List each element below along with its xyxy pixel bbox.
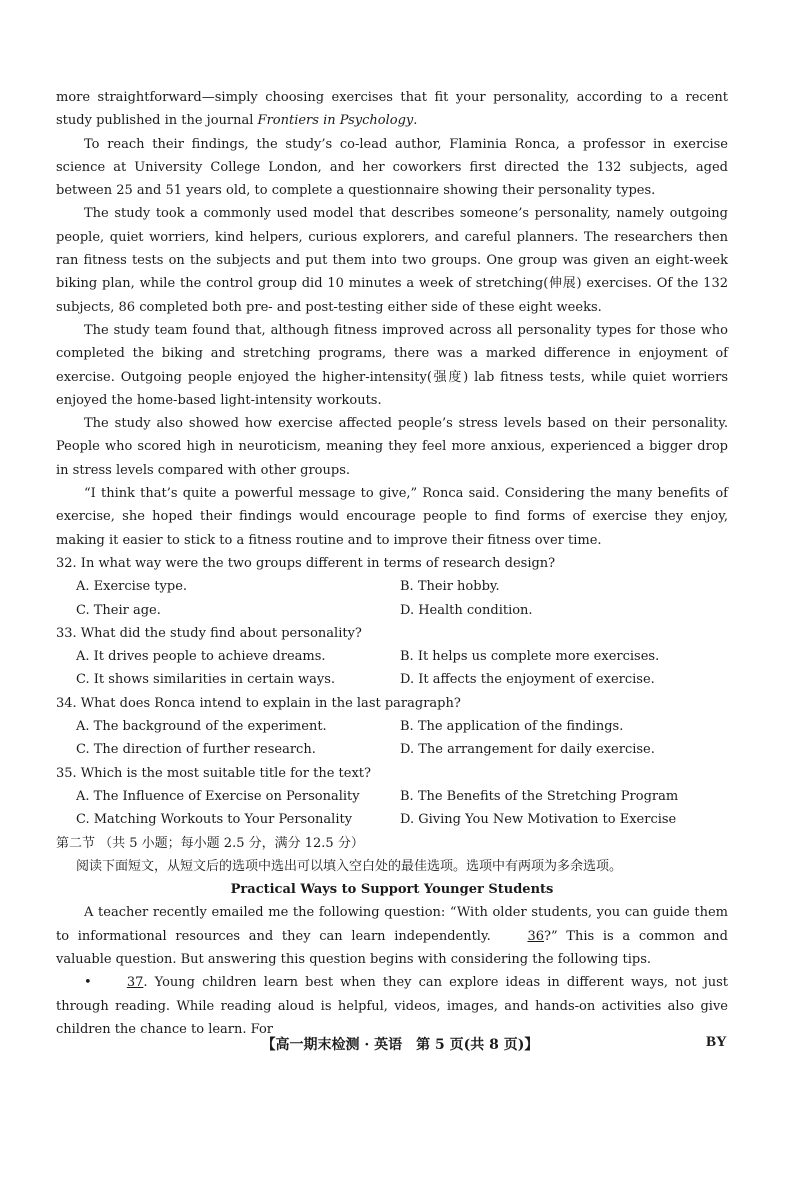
option[interactable]: B. The Benefits of the Stretching Program xyxy=(400,788,679,804)
option[interactable]: C. It shows similarities in certain ways. xyxy=(76,672,336,688)
option[interactable]: B. It helps us complete more exercises. xyxy=(400,649,660,665)
passage-paragraph: more straightforward—simply choosing exercises that fit your personality, according to a recent study published in the journal Frontiers in Psychology. xyxy=(56,90,728,129)
option[interactable]: A. The background of the experiment. xyxy=(76,719,327,735)
option[interactable]: A. Exercise type. xyxy=(76,579,188,595)
section-instruction: 阅读下面短文，从短文后的选项中选出可以填入空白处的最佳选项。选项中有两项为多余选项。 xyxy=(76,858,623,874)
option[interactable]: B. Their hobby. xyxy=(400,579,500,595)
question-34 xyxy=(56,692,728,762)
option[interactable]: C. The direction of further research. xyxy=(76,742,316,758)
article-title: Practical Ways to Support Younger Students xyxy=(230,882,554,898)
question-32 xyxy=(56,552,728,622)
footer-code: BY xyxy=(706,1034,727,1050)
passage-paragraph: The study team found that, although fitness improved across all personality types for those who completed the biking and stretching programs, there was a marked difference in enjoyment of exercise. Outgoing people enjoyed the higher-intensity(强度) lab fitness tests, while quiet worriers enjoyed the home-based light-intensity workouts. xyxy=(56,322,728,408)
option[interactable]: C. Their age. xyxy=(76,602,161,618)
article-paragraph: • 37. Young children learn best when they can explore ideas in different ways, not just through reading. While reading aloud is helpful, videos, images, and hands-on activities also give children the chance to learn. For xyxy=(56,971,728,1041)
option[interactable]: B. The application of the findings. xyxy=(400,719,624,735)
question-stem: 34. What does Ronca intend to explain in the last paragraph? xyxy=(56,695,461,711)
option[interactable]: D. Health condition. xyxy=(400,602,533,618)
option[interactable]: D. Giving You New Motivation to Exercise xyxy=(400,812,677,828)
question-stem: 35. Which is the most suitable title for the text? xyxy=(56,765,371,781)
blank-36[interactable]: 36 xyxy=(527,928,544,944)
footer-label: 【高一期末检测 · 英语 第 5 页(共 8 页)】 xyxy=(261,1037,539,1053)
bullet-icon: • xyxy=(84,975,92,991)
option[interactable]: D. The arrangement for daily exercise. xyxy=(400,742,655,758)
passage-paragraph: The study also showed how exercise affected people’s stress levels based on their personality. People who scored high in neuroticism, meaning they feel more anxious, experienced a bigger drop in stress levels compared with other groups. xyxy=(56,416,728,478)
option[interactable]: D. It affects the enjoyment of exercise. xyxy=(400,672,655,688)
question-stem: 33. What did the study find about personality? xyxy=(56,625,362,641)
option[interactable]: C. Matching Workouts to Your Personality xyxy=(76,812,353,828)
passage-paragraph: To reach their findings, the study’s co-lead author, Flaminia Ronca, a professor in exercise science at University College London, and her coworkers first directed the 132 subjects, aged between 25 and 51 years old, to complete a questionnaire showing their personality types. xyxy=(56,136,728,199)
article-paragraph: A teacher recently emailed me the following question: “With older students, you can guide them to informational resources and they can learn independently. 36?” This is a common and valuable question. But answering this question begins with considering the following tips. xyxy=(56,905,728,967)
option[interactable]: A. The Influence of Exercise on Personality xyxy=(76,788,360,804)
question-stem: 32. In what way were the two groups different in terms of research design? xyxy=(56,555,556,571)
passage-paragraph: “I think that’s quite a powerful message to give,” Ronca said. Considering the many benefits of exercise, she hoped their findings would encourage people to find forms of exercise they enjoy, making it easier to stick to a fitness routine and to improve their fitness over time. xyxy=(56,486,728,548)
journal-name: Frontiers in Psychology xyxy=(257,113,414,129)
passage-paragraph: The study took a commonly used model that describes someone’s personality, namely outgoing people, quiet worriers, kind helpers, curious explorers, and careful planners. The researchers then ran fitness tests on the subjects and put them into two groups. One group was given an eight-week biking plan, while the control group did 10 minutes a week of stretching(伸展) exercises. Of the 132 subjects, 86 completed both pre- and post-testing either side of these eight weeks. xyxy=(56,206,728,315)
question-35 xyxy=(56,762,728,832)
option[interactable]: A. It drives people to achieve dreams. xyxy=(76,649,326,665)
blank-37[interactable]: 37 xyxy=(126,975,144,991)
section-heading: 第二节 （共 5 小题；每小题 2.5 分，满分 12.5 分） xyxy=(56,835,364,851)
page-content xyxy=(56,86,728,1041)
question-33 xyxy=(56,622,728,692)
